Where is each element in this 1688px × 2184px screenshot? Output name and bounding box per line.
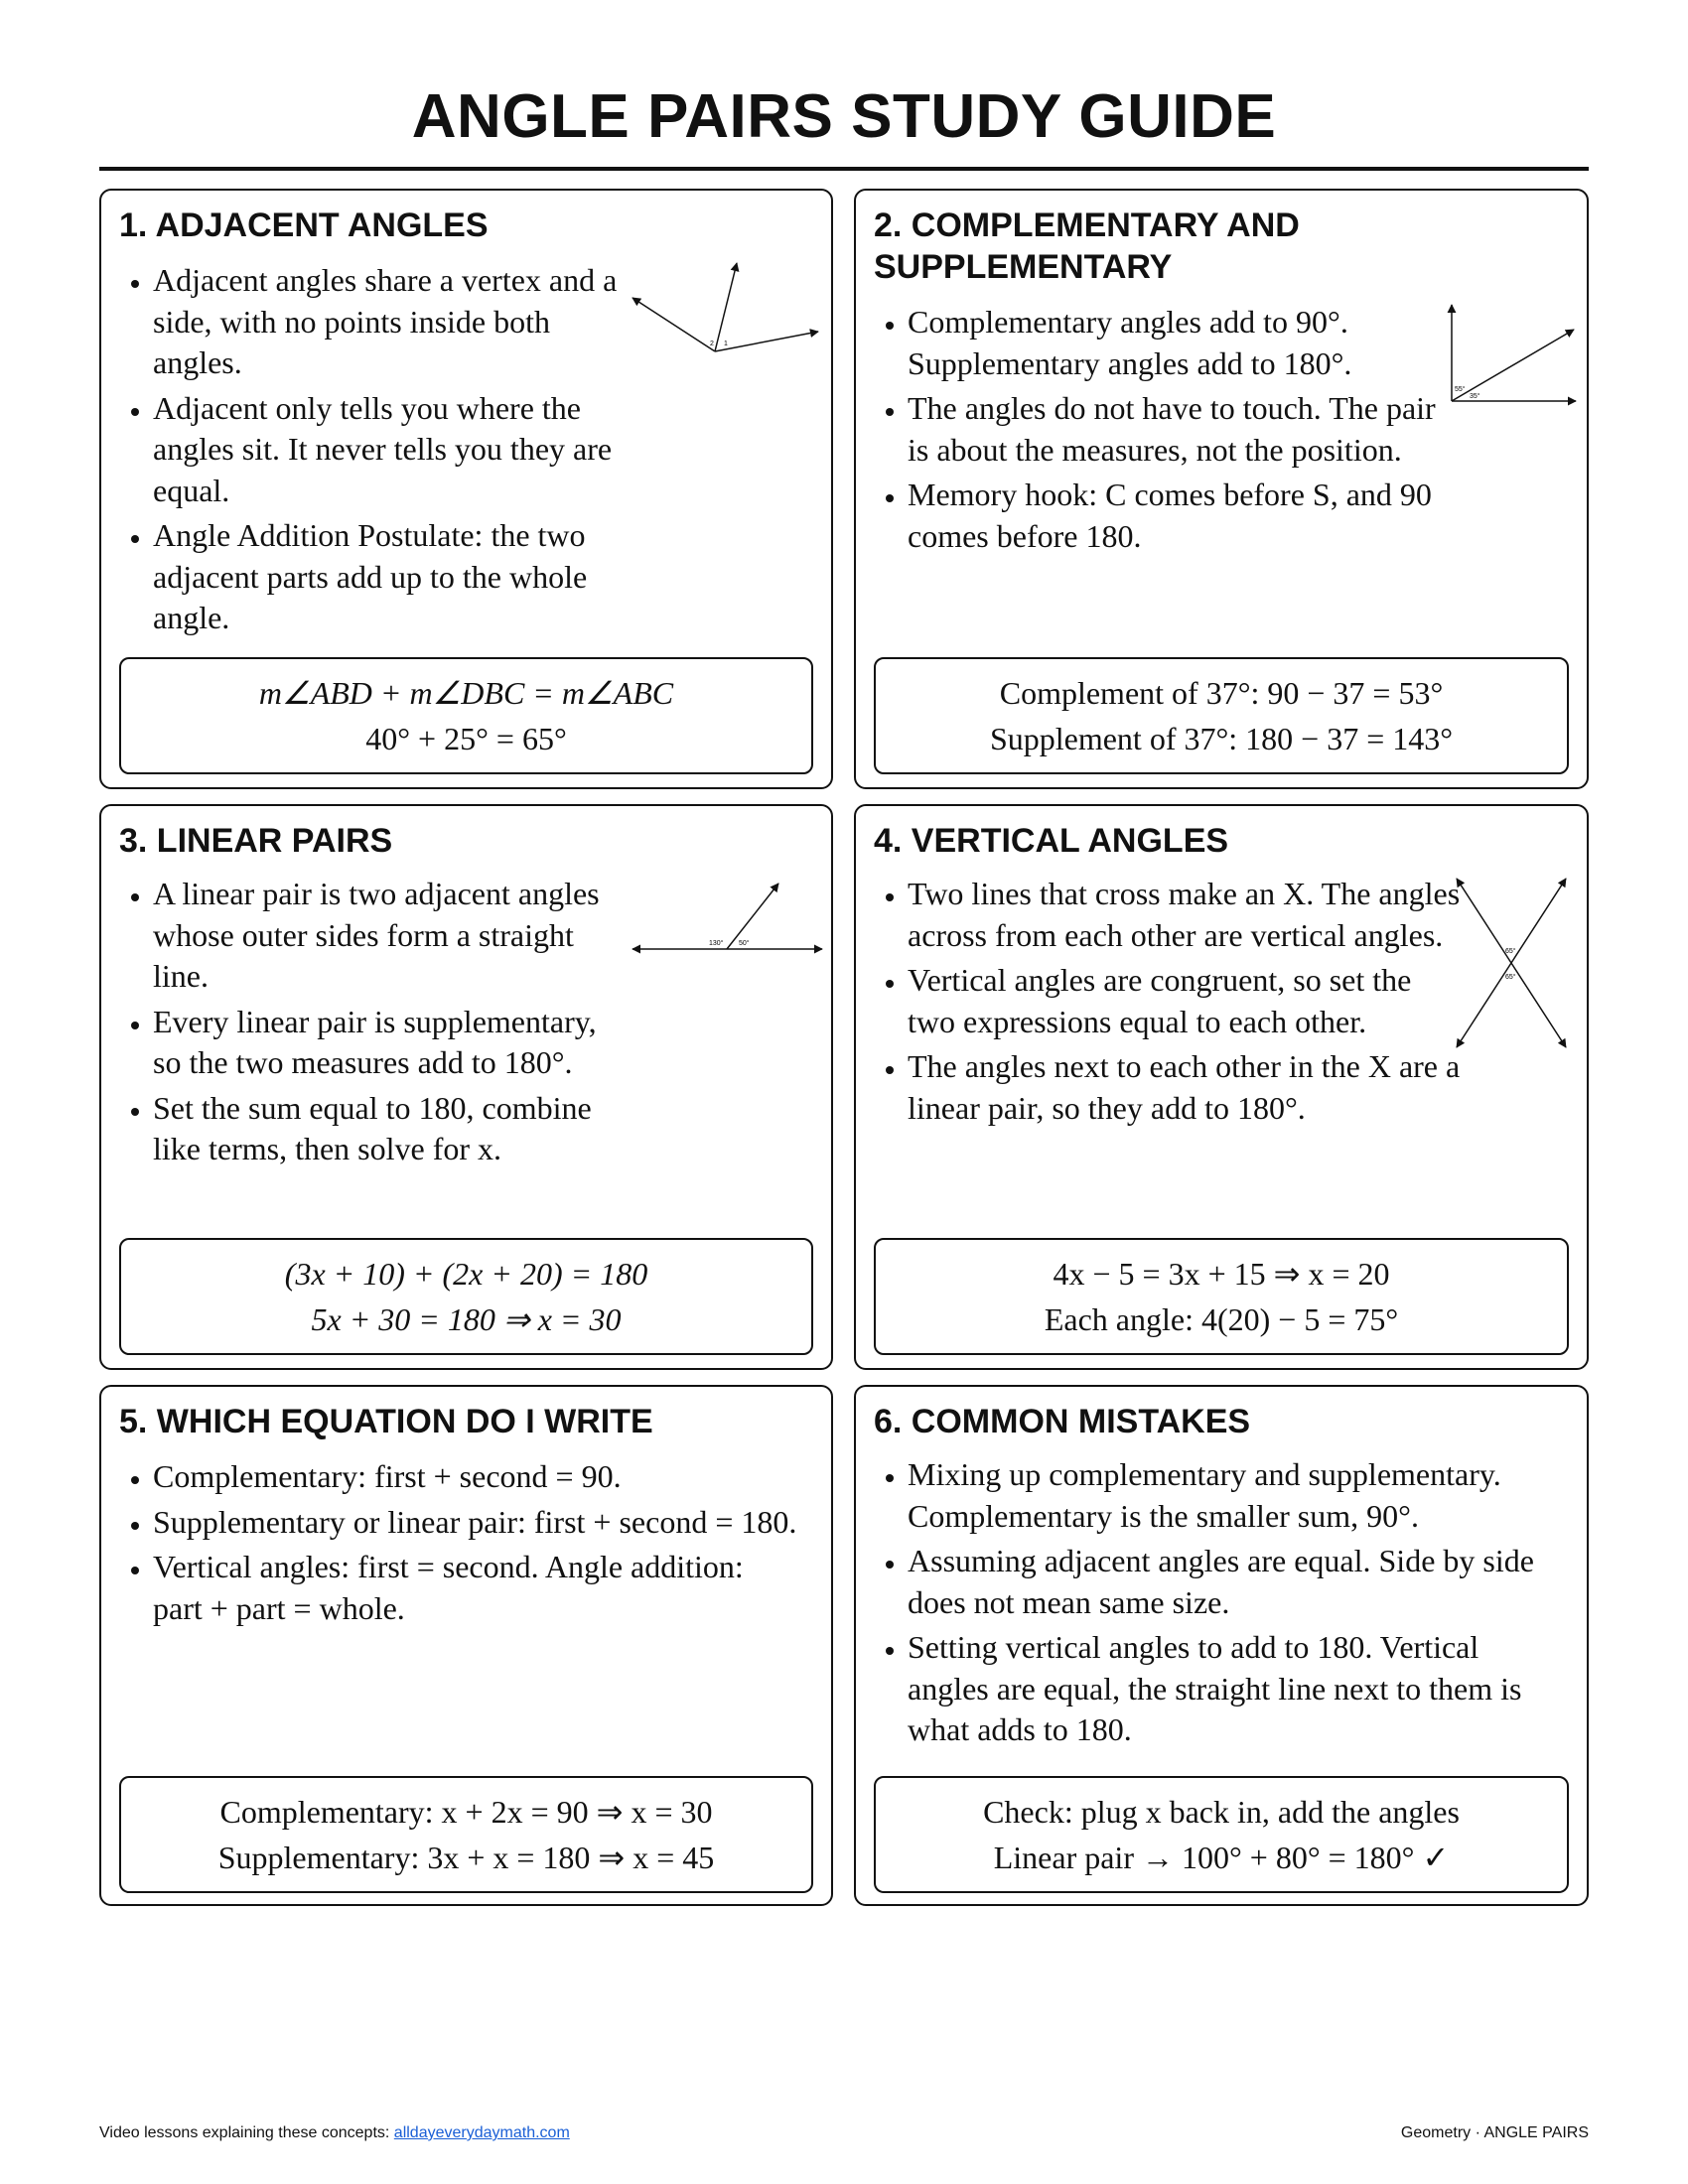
section-heading: 4. VERTICAL ANGLES bbox=[874, 822, 1229, 860]
footer-left bbox=[99, 2124, 570, 2142]
bullet-item: • Supplementary or linear pair: first + second = 180. bbox=[153, 1502, 798, 1544]
formula-box bbox=[874, 1238, 1569, 1355]
section-linear-pairs bbox=[99, 804, 833, 1370]
bullet-list bbox=[119, 1456, 798, 1633]
angle-label: 2 bbox=[710, 341, 714, 347]
formula-line: Supplement of 37°: 180 − 37 = 143° bbox=[989, 721, 1454, 756]
section-complementary-supplementary bbox=[854, 189, 1589, 789]
angle-label: 1 bbox=[724, 341, 728, 347]
formula-line: Supplementary: 3x + x = 180 ⇒ x = 45 bbox=[217, 1840, 715, 1875]
formula-line: 40° + 25° = 65° bbox=[365, 721, 567, 756]
formula-line: Each angle: 4(20) − 5 = 75° bbox=[1044, 1301, 1399, 1337]
bullet-item: • A linear pair is two adjacent angles whose outer sides form a straight line. bbox=[153, 874, 630, 998]
section-heading: 5. WHICH EQUATION DO I WRITE bbox=[119, 1403, 653, 1440]
bullet-list bbox=[874, 874, 1464, 1133]
formula-line: Linear pair → 100° + 80° = 180° ✓ bbox=[993, 1840, 1450, 1875]
formula-line: 4x − 5 = 3x + 15 ⇒ x = 20 bbox=[1053, 1256, 1390, 1292]
bullet-item: • Vertical angles are congruent, so set the two expressions equal to each other. bbox=[908, 960, 1464, 1042]
formula-line: Check: plug x back in, add the angles bbox=[983, 1794, 1460, 1830]
footer-text: Video lessons explaining these concepts: bbox=[99, 2124, 394, 2141]
vertical-angles-diagram bbox=[1452, 874, 1571, 1052]
bullet-item: • Adjacent only tells you where the angles sit. It never tells you they are equal. bbox=[153, 388, 630, 512]
formula-line: Complement of 37°: 90 − 37 = 53° bbox=[999, 675, 1444, 711]
angle-label: 50° bbox=[739, 940, 750, 947]
adjacent-angles-diagram bbox=[628, 258, 826, 377]
bullet-item: • Set the sum equal to 180, combine like terms, then solve for x. bbox=[153, 1088, 630, 1170]
formula-line: m∠ABD + m∠DBC = m∠ABC bbox=[258, 675, 674, 711]
bullet-list bbox=[119, 874, 630, 1174]
angle-label: 65° bbox=[1505, 948, 1516, 955]
bullet-item: • Angle Addition Postulate: the two adjacent parts add up to the whole angle. bbox=[153, 515, 630, 639]
bullet-item: • The angles next to each other in the X are a linear pair, so they add to 180°. bbox=[908, 1046, 1464, 1129]
bullet-item: • Mixing up complementary and supplementary. Complementary is the smaller sum, 90°. bbox=[908, 1454, 1563, 1537]
section-common-mistakes bbox=[854, 1385, 1589, 1906]
section-adjacent-angles bbox=[99, 189, 833, 789]
footer-right: Geometry · ANGLE PAIRS bbox=[1400, 2124, 1589, 2141]
formula-box bbox=[874, 657, 1569, 774]
angle-label: 130° bbox=[709, 940, 724, 947]
section-which-equation bbox=[99, 1385, 833, 1906]
bullet-item: • Memory hook: C comes before S, and 90 comes before 180. bbox=[908, 475, 1464, 557]
section-heading: 2. COMPLEMENTARY AND SUPPLEMENTARY bbox=[874, 206, 1300, 286]
angle-label: 35° bbox=[1470, 393, 1480, 400]
bullet-item: • The angles do not have to touch. The pair is about the measures, not the position. bbox=[908, 388, 1464, 471]
bullet-item: • Adjacent angles share a vertex and a side, with no points inside both angles. bbox=[153, 260, 630, 384]
bullet-list bbox=[874, 302, 1464, 561]
formula-box bbox=[119, 1238, 813, 1355]
title-divider bbox=[99, 167, 1589, 171]
section-vertical-angles bbox=[854, 804, 1589, 1370]
bullet-item: • Setting vertical angles to add to 180. Vertical angles are equal, the straight line next to them is what adds to 180. bbox=[908, 1627, 1563, 1751]
angle-label: 55° bbox=[1455, 386, 1466, 393]
bullet-item: • Assuming adjacent angles are equal. Side by side does not mean same size. bbox=[908, 1541, 1563, 1623]
section-heading: 3. LINEAR PAIRS bbox=[119, 822, 393, 860]
formula-box bbox=[119, 1776, 813, 1893]
formula-line: (3x + 10) + (2x + 20) = 180 bbox=[284, 1256, 648, 1292]
complementary-angles-diagram bbox=[1442, 302, 1581, 421]
linear-pair-diagram bbox=[628, 874, 826, 973]
formula-line: 5x + 30 = 180 ⇒ x = 30 bbox=[311, 1301, 622, 1337]
bullet-list bbox=[119, 260, 630, 643]
footer-link[interactable]: alldayeverydaymath.com bbox=[393, 2124, 570, 2141]
bullet-item: • Two lines that cross make an X. The angles across from each other are vertical angles. bbox=[908, 874, 1464, 956]
page-title: ANGLE PAIRS STUDY GUIDE bbox=[411, 82, 1277, 151]
bullet-item: • Complementary angles add to 90°. Supplementary angles add to 180°. bbox=[908, 302, 1464, 384]
formula-box bbox=[119, 657, 813, 774]
angle-label: 65° bbox=[1505, 974, 1516, 981]
formula-box bbox=[874, 1776, 1569, 1893]
section-heading: 1. ADJACENT ANGLES bbox=[119, 206, 489, 244]
formula-line: Complementary: x + 2x = 90 ⇒ x = 30 bbox=[219, 1794, 713, 1830]
bullet-item: • Vertical angles: first = second. Angle addition: part + part = whole. bbox=[153, 1547, 798, 1629]
bullet-item: • Complementary: first + second = 90. bbox=[153, 1456, 798, 1498]
section-heading: 6. COMMON MISTAKES bbox=[874, 1403, 1251, 1440]
bullet-list bbox=[874, 1454, 1563, 1755]
bullet-item: • Every linear pair is supplementary, so the two measures add to 180°. bbox=[153, 1002, 630, 1084]
